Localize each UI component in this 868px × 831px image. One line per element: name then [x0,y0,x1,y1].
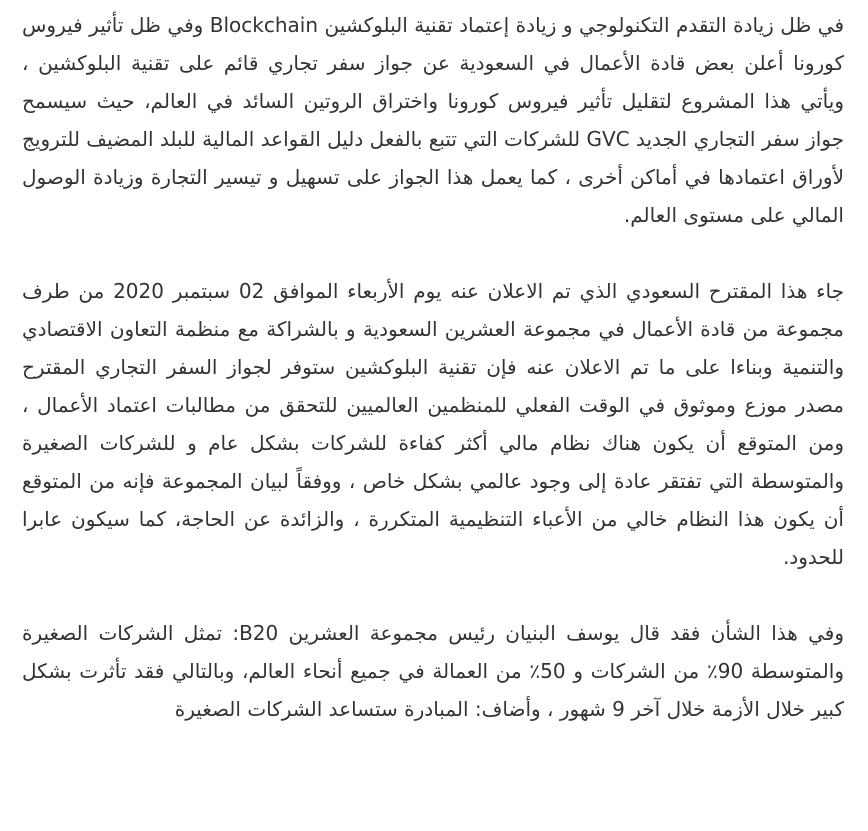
article-paragraph-2: جاء هذا المقترح السعودي الذي تم الاعلان عنه يوم الأربعاء الموافق 02 سبتمبر 2020 من طرف مجموعة من قادة الأعمال في مجموعة العشرين السعودية و بالشراكة مع منظمة التعاون الاقتصادي والتنمية وبناءا على ما تم الاعلان عنه فإن تقنية البلوكشين ستوفر لجواز السفر التجاري المقترح مصدر موزع وموثوق في الوقت الفعلي للمنظمين العالميين للتحقق من مطالبات اعتماد الأعمال ، ومن المتوقع أن يكون هناك نظام مالي أكثر كفاءة للشركات بشكل عام و للشركات الصغيرة والمتوسطة التي تفتقر عادة إلى وجود عالمي بشكل خاص ، ووفقاً لبيان المجموعة فإنه من المتوقع أن يكون هذا النظام خالي من الأعباء التنظيمية المتكررة ، والزائدة عن الحاجة، كما سيكون عابرا للحدود. [22,279,844,569]
article-body [22,6,844,728]
article-paragraph-3: وفي هذا الشأن فقد قال يوسف البنيان رئيس مجموعة العشرين B20: تمثل الشركات الصغيرة والمتوسطة 90٪ من الشركات و 50٪ من العمالة في جميع أنحاء العالم، وبالتالي فقد تأثرت بشكل كبير خلال الأزمة خلال آخر 9 شهور ، وأضاف: المبادرة ستساعد الشركات الصغيرة [22,621,844,721]
article-paragraph-1: في ظل زيادة التقدم التكنولوجي و زيادة إعتماد تقنية البلوكشين Blockchain وفي ظل تأثير فيروس كورونا أعلن بعض قادة الأعمال في السعودية عن جواز سفر تجاري قائم على تقنية البلوكشين ، ويأتي هذا المشروع لتقليل تأثير فيروس كورونا واختراق الروتين السائد في العالم، حيث سيسمح جواز سفر التجاري الجديد GVC للشركات التي تتبع بالفعل دليل القواعد المالية للبلد المضيف للترويج لأوراق اعتمادها في أماكن أخرى ، كما يعمل هذا الجواز على تسهيل و تيسير التجارة وزيادة الوصول المالي على مستوى العالم. [22,13,845,227]
